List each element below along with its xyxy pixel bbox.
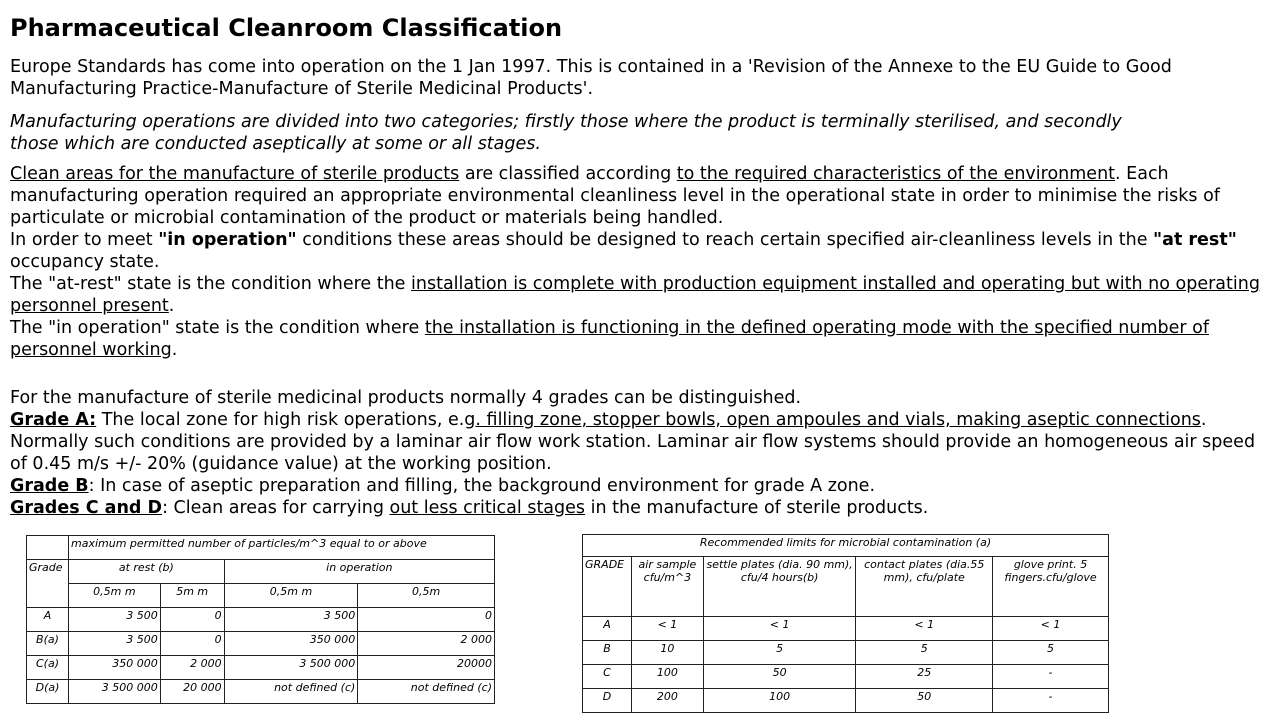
column-header: glove print. 5 fingers.cfu/glove <box>993 557 1109 617</box>
column-header: contact plates (dia.55 mm), cfu/plate <box>856 557 993 617</box>
value-cell: 2 000 <box>358 632 495 656</box>
grade-cell: B(a) <box>27 632 69 656</box>
grades-section <box>10 387 1272 519</box>
categories-paragraph: Manufacturing operations are divided into two categories; firstly those where the product is terminally sterilised, and secondly those which are conducted aseptically at some or all stages. <box>10 112 1122 154</box>
value-cell: 5 <box>993 641 1109 665</box>
grade-cell: B <box>583 641 632 665</box>
grade-b-label: Grade B <box>10 476 89 496</box>
sub-header: 0,5m <box>358 584 495 608</box>
clean-areas-section <box>10 163 1272 361</box>
at-rest-header: at rest (b) <box>68 560 224 584</box>
particle-limits-table <box>26 535 495 704</box>
grade-a-paragraph: Grade A: The local zone for high risk operations, e.g. filling zone, stopper bowls, open ampoules and vials, making aseptic connections. Normally such conditions are provided by a laminar air flow work station. Laminar air flow systems should provide an homogeneous air speed of 0.45 m/s +/- 20% (guidance value) at the working position. <box>10 410 1256 474</box>
value-cell: 350 000 <box>68 656 160 680</box>
sub-header: 5m m <box>160 584 224 608</box>
value-cell: < 1 <box>703 617 856 641</box>
clean-areas-link-text: Clean areas for the manufacture of sterile products <box>10 164 460 184</box>
value-cell: 3 500 000 <box>68 680 160 704</box>
table-row <box>27 632 495 656</box>
grade-cell: D <box>583 689 632 713</box>
grade-cd-paragraph: Grades C and D: Clean areas for carrying out less critical stages in the manufacture of sterile products. <box>10 498 929 518</box>
value-cell: 50 <box>703 665 856 689</box>
grades-intro: For the manufacture of sterile medicinal products normally 4 grades can be distinguished. <box>10 388 802 408</box>
grade-a-label: Grade A: <box>10 410 97 430</box>
intro-paragraph: Europe Standards has come into operation on the 1 Jan 1997. This is contained in a 'Revision of the Annexe to the EU Guide to Good Manufacturing Practice-Manufacture of Sterile Medicinal Products'. <box>10 57 1172 99</box>
in-operation-header: in operation <box>224 560 494 584</box>
microbial-limits-table <box>582 534 1109 713</box>
grade-cell: D(a) <box>27 680 69 704</box>
column-header: settle plates (dia. 90 mm), cfu/4 hours(b) <box>703 557 856 617</box>
value-cell: not defined (c) <box>358 680 495 704</box>
value-cell: - <box>993 689 1109 713</box>
value-cell: 2 000 <box>160 656 224 680</box>
value-cell: < 1 <box>856 617 993 641</box>
value-cell: 0 <box>358 608 495 632</box>
value-cell: 3 500 <box>224 608 358 632</box>
value-cell: 20 000 <box>160 680 224 704</box>
grade-cell: C(a) <box>27 656 69 680</box>
in-operation-paragraph: In order to meet "in operation" conditions these areas should be designed to reach certain specified air-cleanliness levels in the "at rest" occupancy state. <box>10 230 1237 272</box>
table-row <box>583 641 1109 665</box>
table-row <box>583 689 1109 713</box>
value-cell: 3 500 <box>68 632 160 656</box>
value-cell: 0 <box>160 608 224 632</box>
column-header: air sample cfu/m^3 <box>631 557 703 617</box>
required-characteristics-text: to the required characteristics of the environment <box>676 164 1116 184</box>
value-cell: 3 500 000 <box>224 656 358 680</box>
value-cell: 5 <box>856 641 993 665</box>
value-cell: 20000 <box>358 656 495 680</box>
column-header: GRADE <box>583 557 632 617</box>
table-row <box>27 656 495 680</box>
value-cell: not defined (c) <box>224 680 358 704</box>
value-cell: 0 <box>160 632 224 656</box>
in-operation-definition: The "in operation" state is the condition where the installation is functioning in the defined operating mode with the specified number of personnel working. <box>10 318 1209 360</box>
clean-areas-paragraph: Clean areas for the manufacture of sterile products are classified according to the required characteristics of the environment. Each manufacturing operation required an appropriate environmental cleanliness level in the operational state in order to minimise the risks of particulate or microbial contamination of the product or materials being handled. <box>10 164 1220 228</box>
value-cell: < 1 <box>993 617 1109 641</box>
page-title: Pharmaceutical Cleanroom Classification <box>10 14 563 42</box>
at-rest-definition: The "at-rest" state is the condition where the installation is complete with production equipment installed and operating but with no operating personnel present. <box>10 274 1260 316</box>
grade-cell: A <box>583 617 632 641</box>
value-cell: 5 <box>703 641 856 665</box>
table-row <box>583 617 1109 641</box>
value-cell: 3 500 <box>68 608 160 632</box>
value-cell: 350 000 <box>224 632 358 656</box>
value-cell: 50 <box>856 689 993 713</box>
sub-header: 0,5m m <box>224 584 358 608</box>
grade-b-paragraph: Grade B: In case of aseptic preparation and filling, the background environment for grade A zone. <box>10 476 876 496</box>
table-row <box>583 665 1109 689</box>
particle-table-header: maximum permitted number of particles/m^3 equal to or above <box>68 536 494 560</box>
value-cell: - <box>993 665 1109 689</box>
table-row <box>27 680 495 704</box>
value-cell: 200 <box>631 689 703 713</box>
value-cell: 10 <box>631 641 703 665</box>
value-cell: < 1 <box>631 617 703 641</box>
grade-cd-label: Grades C and D <box>10 498 163 518</box>
table-corner-cell <box>27 536 69 560</box>
value-cell: 25 <box>856 665 993 689</box>
value-cell: 100 <box>631 665 703 689</box>
grade-column-header: Grade <box>27 560 69 608</box>
microbial-table-header: Recommended limits for microbial contamination (a) <box>583 535 1109 557</box>
value-cell: 100 <box>703 689 856 713</box>
sub-header: 0,5m m <box>68 584 160 608</box>
grade-cell: C <box>583 665 632 689</box>
grade-cell: A <box>27 608 69 632</box>
table-row <box>27 608 495 632</box>
